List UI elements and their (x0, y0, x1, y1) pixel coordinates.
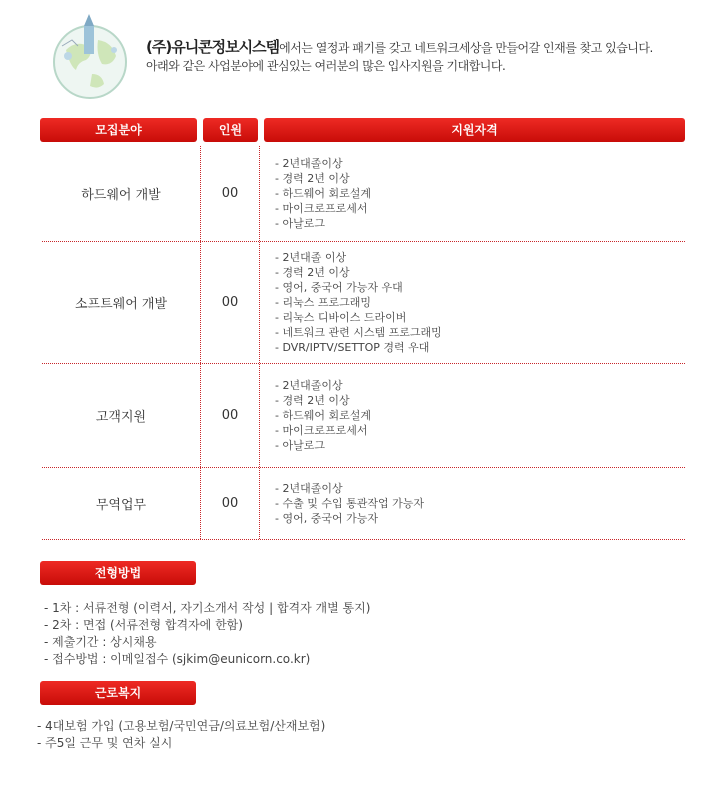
selection-list (44, 600, 370, 668)
qual-item: - 아날로그 (275, 217, 325, 230)
qual-item: - 영어, 중국어 가능자 우대 (275, 281, 403, 294)
qual-item: - 경력 2년 이상 (275, 172, 350, 185)
qual-item: - 마이크로프로세서 (275, 424, 368, 437)
qual-item: - 아날로그 (275, 439, 325, 452)
table-row (42, 146, 685, 242)
company-name: (주)유니콘정보시스템 (146, 38, 280, 56)
row-field: 고객지원 (95, 410, 147, 425)
list-item: - 4대보험 가입 (고용보험/국민연금/의료보험/산재보험) (37, 719, 326, 733)
table-row (42, 364, 685, 468)
row-qualifications (275, 364, 371, 467)
qual-item: - 마이크로프로세서 (275, 202, 368, 215)
qual-item: - 2년대졸이상 (275, 379, 343, 392)
globe-logo-icon (44, 10, 136, 102)
list-item: - 주5일 근무 및 연차 실시 (37, 736, 173, 750)
header-qualifications: 지원자격 (264, 118, 685, 142)
intro-text (146, 38, 716, 75)
header-count: 인원 (203, 118, 258, 142)
row-count: 00 (200, 146, 260, 241)
qual-item: - 수출 및 수입 통관작업 가능자 (275, 497, 424, 510)
row-field: 하드웨어 개발 (81, 188, 161, 203)
intro-line2: 아래와 같은 사업분야에 관심있는 여러분의 많은 입사지원을 기대합니다. (146, 59, 506, 73)
selection-title: 전형방법 (40, 561, 196, 585)
qual-item: - 하드웨어 회로설계 (275, 187, 371, 200)
row-field: 무역업무 (95, 498, 147, 513)
list-item: - 접수방법 : 이메일접수 (sjkim@eunicorn.co.kr) (44, 652, 311, 666)
row-count: 00 (200, 468, 260, 539)
qual-item: - DVR/IPTV/SETTOP 경력 우대 (275, 341, 430, 354)
row-count: 00 (200, 242, 260, 363)
qual-item: - 경력 2년 이상 (275, 266, 350, 279)
qual-item: - 2년대졸 이상 (275, 251, 347, 264)
row-qualifications (275, 146, 371, 241)
welfare-title: 근로복지 (40, 681, 196, 705)
row-count: 00 (200, 364, 260, 467)
table-row (42, 242, 685, 364)
list-item: - 제출기간 : 상시채용 (44, 635, 157, 649)
header-field: 모집분야 (40, 118, 197, 142)
row-qualifications (275, 242, 442, 363)
qual-item: - 리눅스 프로그래밍 (275, 296, 371, 309)
qual-item: - 네트워크 관련 시스템 프로그래밍 (275, 326, 442, 339)
qual-item: - 영어, 중국어 가능자 (275, 512, 378, 525)
qual-item: - 경력 2년 이상 (275, 394, 350, 407)
intro-line1: 에서는 열정과 패기를 갖고 네트워크세상을 만들어갈 인재를 찾고 있습니다. (279, 41, 653, 55)
list-item: - 1차 : 서류전형 (이력서, 자기소개서 작성 | 합격자 개별 통지) (44, 601, 371, 615)
qual-item: - 리눅스 디바이스 드라이버 (275, 311, 407, 324)
table-row (42, 468, 685, 540)
qual-item: - 2년대졸이상 (275, 157, 343, 170)
qual-item: - 2년대졸이상 (275, 482, 343, 495)
row-qualifications (275, 468, 424, 539)
welfare-list (37, 718, 325, 752)
qual-item: - 하드웨어 회로설계 (275, 409, 371, 422)
list-item: - 2차 : 면접 (서류전형 합격자에 한함) (44, 618, 243, 632)
row-field: 소프트웨어 개발 (74, 297, 168, 312)
